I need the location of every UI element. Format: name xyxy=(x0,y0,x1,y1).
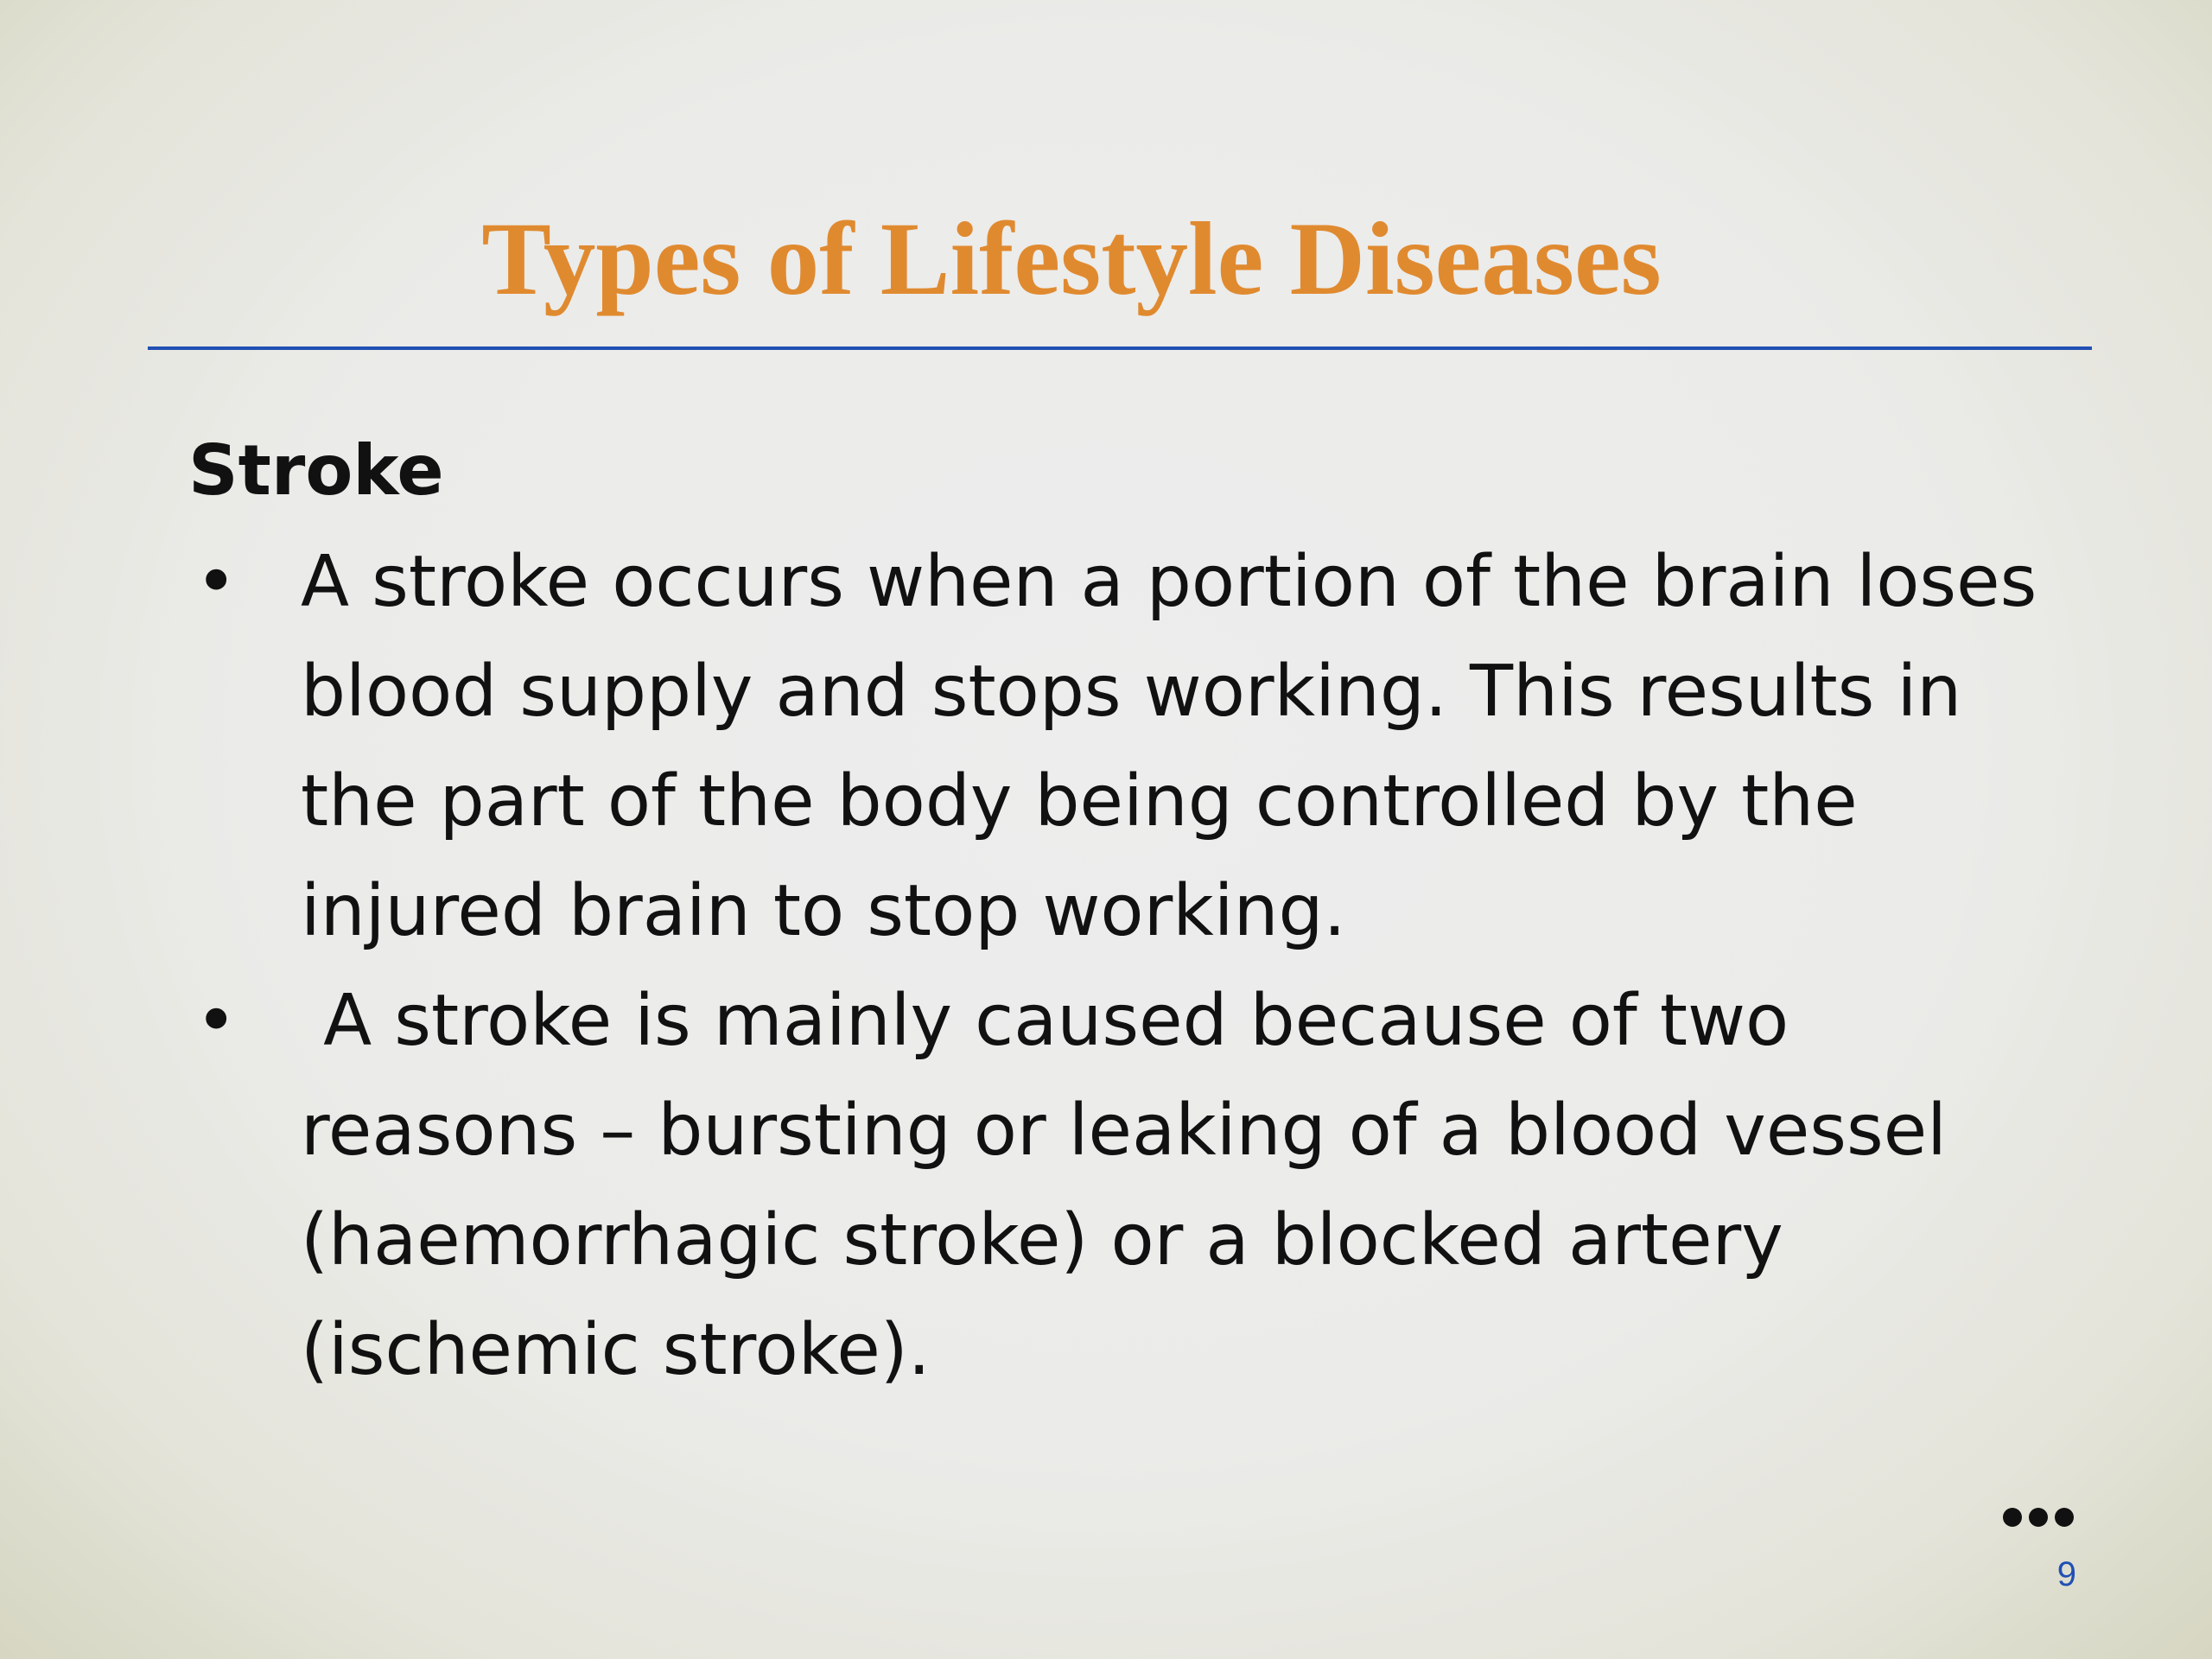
bullet-text: A stroke is mainly caused because of two reasons – bursting or leaking of a blood vessel (haemorrhagic stroke) or a blocked artery (ischemic stroke). xyxy=(301,980,1970,1391)
bullet-text: A stroke occurs when a portion of the brain loses blood supply and stops working. This results in the part of the body being controlled by the injured brain to stop working. xyxy=(301,541,2037,952)
dot xyxy=(2003,1508,2022,1527)
page-number: 9 xyxy=(2056,1555,2076,1593)
dot xyxy=(2055,1508,2074,1527)
bullet-item xyxy=(188,966,2072,1405)
title-divider xyxy=(148,346,2092,350)
dot xyxy=(2029,1508,2048,1527)
slide-title: Types of Lifestyle Diseases xyxy=(481,201,1662,317)
bullet-item xyxy=(188,527,2072,966)
bullet-list xyxy=(188,527,2072,1405)
bullet-marker: • xyxy=(195,980,238,1062)
section-heading: Stroke xyxy=(188,430,444,511)
more-dots-icon xyxy=(2003,1508,2074,1527)
bullet-marker: • xyxy=(195,541,238,623)
